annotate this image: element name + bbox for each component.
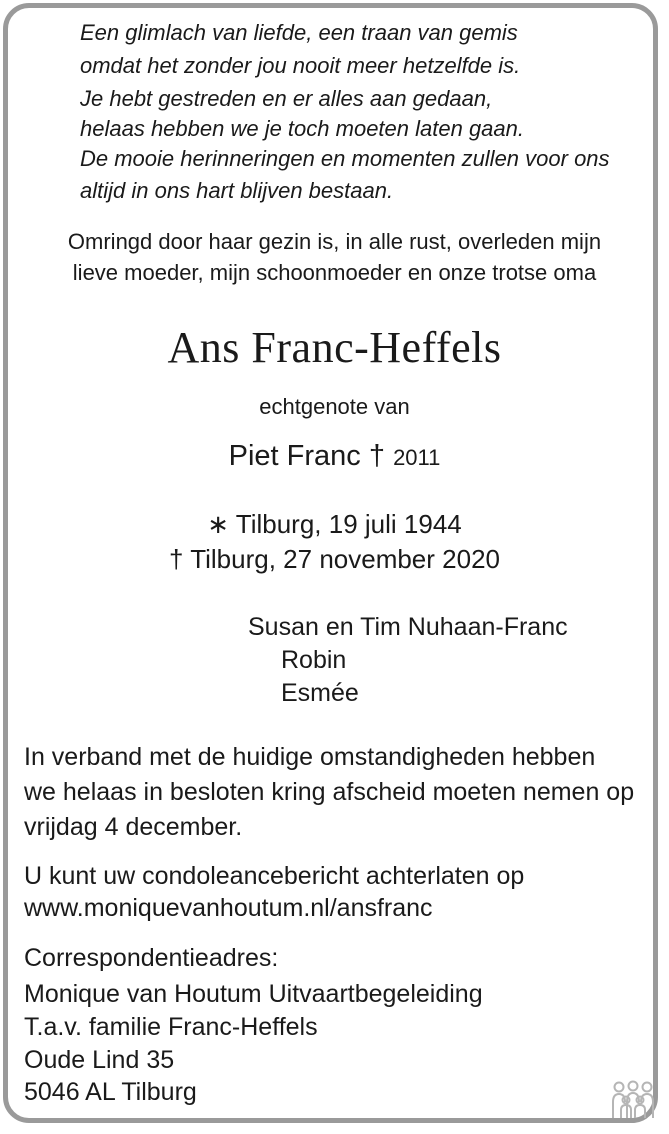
- birth-line: ∗ Tilburg, 19 juli 1944: [207, 509, 462, 539]
- address-line: Monique van Houtum Uitvaartbegeleiding: [24, 980, 483, 1008]
- family-child: Esmée: [281, 679, 359, 707]
- family-parents: Susan en Tim Nuhaan-Franc: [248, 613, 568, 641]
- family-child: Robin: [281, 646, 347, 674]
- poem-line: Een glimlach van liefde, een traan van gemis: [80, 20, 518, 45]
- spouse-name: Piet Franc: [228, 440, 361, 472]
- address-line: T.a.v. familie Franc-Heffels: [24, 1013, 318, 1041]
- death-line: † Tilburg, 27 november 2020: [169, 544, 500, 574]
- poem-line: altijd in ons hart blijven bestaan.: [80, 178, 394, 203]
- notice-line: we helaas in besloten kring afscheid moeten nemen op: [24, 778, 635, 806]
- poem-line: Je hebt gestreden en er alles aan gedaan,: [80, 86, 493, 111]
- intro-line: Omringd door haar gezin is, in alle rust, overleden mijn: [67, 229, 602, 254]
- address-line: Correspondentieadres:: [24, 944, 279, 972]
- notice-line: In verband met de huidige omstandigheden hebben: [24, 743, 596, 771]
- address-line: 5046 AL Tilburg: [24, 1078, 197, 1106]
- poem-line: omdat het zonder jou nooit meer hetzelfde is.: [80, 53, 521, 78]
- intro-line: lieve moeder, mijn schoonmoeder en onze trotse oma: [72, 260, 597, 285]
- deceased-name: Ans Franc-Heffels: [167, 323, 502, 372]
- cross-icon: †: [368, 440, 385, 472]
- poem-line: helaas hebben we je toch moeten laten gaan.: [80, 116, 524, 141]
- spouse-line: [0, 442, 669, 471]
- family-people-icon: [610, 1080, 656, 1120]
- spouse-death-year: 2011: [393, 445, 441, 470]
- poem-line: De mooie herinneringen en momenten zullen voor ons: [80, 146, 610, 171]
- address-line: Oude Lind 35: [24, 1046, 175, 1074]
- notice-line: vrijdag 4 december.: [24, 813, 243, 841]
- condolence-line: U kunt uw condoleancebericht achterlaten op: [24, 862, 525, 890]
- condolence-url: www.moniquevanhoutum.nl/ansfranc: [24, 894, 433, 922]
- relation-text: echtgenote van: [259, 394, 410, 419]
